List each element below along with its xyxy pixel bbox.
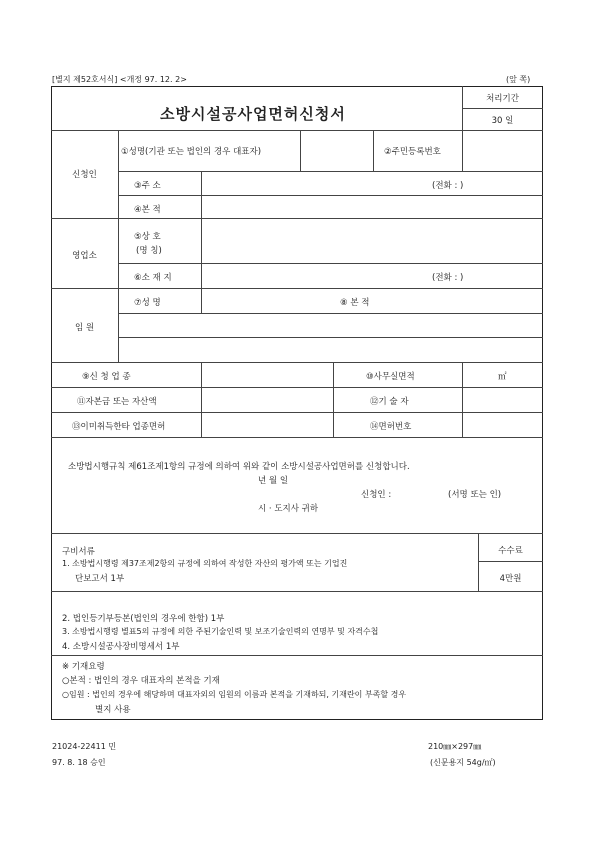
document-item-4: 4. 소방시설공사장비명세서 1부 — [62, 642, 180, 652]
fee-label: 수수료 — [498, 546, 523, 556]
capital-label: ⑪자본금 또는 자산액 — [77, 397, 157, 407]
applicant-domicile-label: ④본 적 — [134, 205, 161, 215]
trade-name-label: ⑤상 호 — [134, 232, 161, 242]
document-item-3: 3. 소방법시행령 별표5의 규정에 의한 주된기술인력 및 보조기술인력의 연명부 및 자격수첩 — [62, 627, 379, 636]
addressee: 시 · 도지사 귀하 — [258, 504, 319, 514]
form-code: 21024-22411 민 — [52, 742, 117, 751]
location-label: ⑥소 재 지 — [134, 273, 172, 283]
signer-label: 신청인 : — [361, 490, 392, 500]
declaration-date: 년 월 일 — [258, 476, 289, 486]
note-2-cont: 별지 사용 — [95, 705, 131, 715]
office-area-unit: ㎡ — [498, 372, 507, 382]
trade-name-sublabel: (명 칭) — [136, 246, 162, 256]
business-phone: (전화 : ) — [432, 273, 464, 283]
fee-value: 4만원 — [499, 574, 522, 584]
documents-heading: 구비서류 — [62, 547, 95, 557]
form-number: [별지 제52호서식] <개정 97. 12. 2> — [52, 75, 187, 84]
business-section-label: 영업소 — [72, 251, 97, 261]
officer-domicile-label: ⑧ 본 적 — [340, 298, 370, 308]
note-1: ○본적 : 법인의 경우 대표자의 본적을 기재 — [62, 676, 220, 686]
form-title: 소방시설공사업면허신청서 — [160, 105, 346, 123]
applicant-name-label: ①성명(기관 또는 법인의 경우 대표자) — [121, 147, 262, 157]
other-license-label: ⑬이미취득한타 업종면허 — [72, 422, 166, 432]
applicant-phone: (전화 : ) — [432, 181, 464, 191]
document-item-1: 1. 소방법시행령 제37조제2항의 규정에 의하여 작성한 자산의 평가액 또는 기업진 — [62, 559, 348, 568]
signature-note: (서명 또는 인) — [448, 490, 502, 500]
processing-value: 30 일 — [491, 116, 514, 126]
office-area-label: ⑩사무실면적 — [366, 372, 415, 382]
applicant-id-label: ②주민등록번호 — [384, 147, 441, 157]
license-number-label: ⑭면허번호 — [370, 422, 412, 432]
document-item-2: 2. 법인등기부등본(법인의 경우에 한함) 1부 — [62, 614, 225, 624]
page-side: (앞 쪽) — [506, 75, 531, 84]
document-item-1-cont: 단보고서 1부 — [75, 574, 125, 584]
note-2: ○임원 : 법인의 경우에 해당하며 대표자외의 임원의 이름과 본적을 기재하되, 기재란이 부족할 경우 — [62, 690, 407, 699]
applicant-section-label: 신청인 — [72, 170, 97, 180]
officer-name-label: ⑦성 명 — [134, 298, 161, 308]
notes-heading: ※ 기재요령 — [62, 662, 105, 672]
processing-label: 처리기간 — [486, 94, 519, 104]
approval-date: 97. 8. 18 승인 — [52, 758, 106, 767]
business-type-label: ⑨신 청 업 종 — [82, 372, 131, 382]
declaration-text: 소방법시행규칙 제61조제1항의 규정에 의하여 위와 같이 소방시설공사업면허를 신청합니다. — [68, 462, 410, 472]
paper-size: 210㎜×297㎜ — [428, 742, 482, 751]
applicant-address-label: ③주 소 — [134, 181, 161, 191]
paper-spec: (신문용지 54g/㎡) — [430, 758, 496, 767]
officers-section-label: 임 원 — [74, 323, 95, 333]
technicians-label: ⑫기 술 자 — [370, 397, 409, 407]
